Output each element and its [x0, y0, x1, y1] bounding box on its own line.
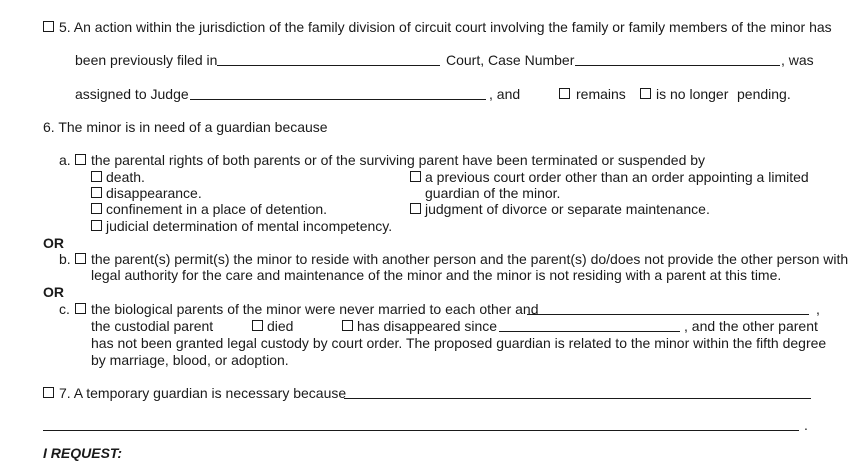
died-checkbox[interactable]: [252, 320, 263, 331]
prev-order-checkbox[interactable]: [410, 171, 421, 182]
or-label-1: OR: [43, 235, 64, 251]
item5-line1: 5. An action within the jurisdiction of the family division of circuit court involving the family or family members of the minor has: [59, 19, 832, 35]
court-case-label: Court, Case Number: [446, 52, 575, 68]
custodial-label: the custodial parent: [91, 318, 214, 334]
and-label: , and: [489, 86, 521, 102]
remains-checkbox[interactable]: [559, 88, 570, 99]
no-longer-checkbox[interactable]: [640, 88, 651, 99]
prev-order-label-1: a previous court order other than an order appointing a limited: [425, 169, 809, 185]
item7-period: .: [804, 417, 808, 433]
disappearance-label: disappearance.: [106, 185, 202, 201]
disappeared-checkbox[interactable]: [342, 320, 353, 331]
case-number-field[interactable]: [575, 65, 780, 66]
request-heading: I REQUEST:: [43, 445, 123, 461]
item7-checkbox[interactable]: [43, 387, 54, 398]
item7-reason-field-2[interactable]: [43, 430, 799, 431]
disappearance-checkbox[interactable]: [91, 187, 102, 198]
item5-filed-in-label: been previously filed in: [75, 52, 218, 68]
item5-checkbox[interactable]: [43, 21, 54, 32]
c-checkbox[interactable]: [75, 303, 86, 314]
item7-text: 7. A temporary guardian is necessary because: [59, 385, 347, 401]
b-text-2: legal authority for the care and maintenance of the minor and the minor is not residing with a parent at this time.: [91, 267, 782, 283]
confinement-label: confinement in a place of detention.: [106, 201, 328, 217]
or-label-2: OR: [43, 284, 64, 300]
disappeared-label: has disappeared since: [357, 318, 498, 334]
prev-order-label-2: guardian of the minor.: [425, 185, 561, 201]
death-checkbox[interactable]: [91, 171, 102, 182]
item7-reason-field-1[interactable]: [344, 398, 811, 399]
a-text: the parental rights of both parents or of the surviving parent have been terminated or suspended by: [91, 152, 706, 168]
divorce-label: judgment of divorce or separate maintenance.: [425, 201, 710, 217]
divorce-checkbox[interactable]: [410, 203, 421, 214]
c-text-3: has not been granted legal custody by court order. The proposed guardian is related to the minor within the fifth degree: [91, 335, 827, 351]
no-longer-label: is no longer: [656, 86, 729, 102]
confinement-checkbox[interactable]: [91, 203, 102, 214]
death-label: death.: [106, 169, 145, 185]
filed-in-field[interactable]: [217, 65, 440, 66]
judge-field[interactable]: [190, 99, 486, 100]
a-checkbox[interactable]: [75, 154, 86, 165]
b-checkbox[interactable]: [75, 253, 86, 264]
was-label: , was: [781, 52, 814, 68]
a-letter: a.: [59, 152, 71, 168]
c-text-1: the biological parents of the minor were never married to each other and: [91, 301, 539, 317]
item6-heading: 6. The minor is in need of a guardian because: [43, 119, 328, 135]
disappeared-date-field[interactable]: [499, 331, 680, 332]
pending-label: pending.: [737, 86, 791, 102]
judicial-checkbox[interactable]: [91, 220, 102, 231]
b-letter: b.: [59, 251, 71, 267]
c-text-4: by marriage, blood, or adoption.: [91, 352, 289, 368]
b-text-1: the parent(s) permit(s) the minor to reside with another person and the parent(s) do/does not provide the other person with: [91, 251, 849, 267]
other-parent-label: , and the other parent: [684, 318, 818, 334]
judicial-label: judicial determination of mental incompetency.: [106, 218, 393, 234]
assigned-judge-label: assigned to Judge: [75, 86, 189, 102]
c-comma: ,: [816, 301, 820, 317]
died-label: died: [267, 318, 294, 334]
c-names-field[interactable]: [527, 314, 809, 315]
c-letter: c.: [59, 301, 70, 317]
remains-label: remains: [576, 86, 626, 102]
